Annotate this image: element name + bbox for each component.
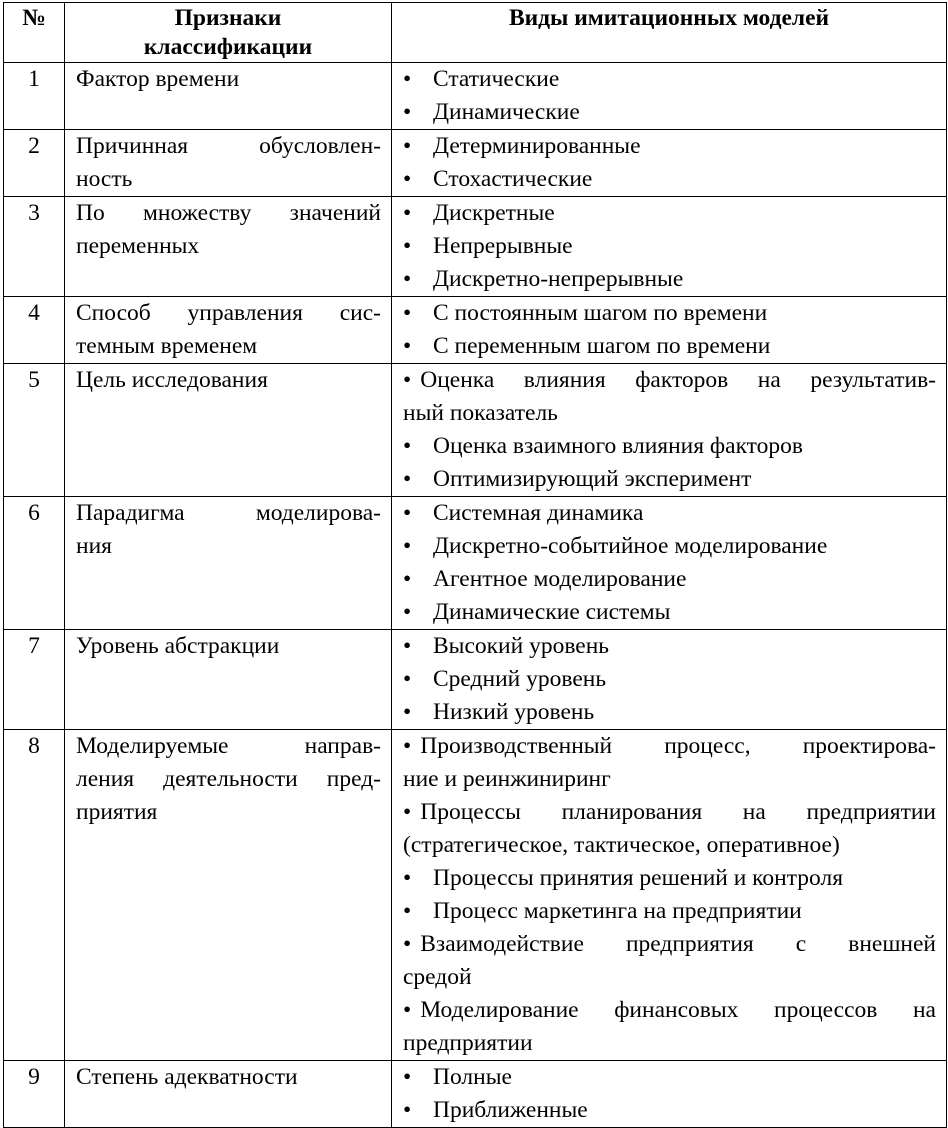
list-item <box>403 596 936 629</box>
row-feature-text: Фактор времени <box>76 66 240 92</box>
row-feature-line: По множеству значений <box>76 200 381 226</box>
row-number: 9 <box>4 1061 65 1128</box>
list-item-text: Статические <box>433 66 560 92</box>
bullet-icon: • <box>403 266 412 292</box>
row-feature <box>65 630 392 730</box>
row-feature <box>65 297 392 364</box>
list-item-text: Процессы принятия решений и контроля <box>433 865 843 891</box>
list-item-text: С постоянным шагом по времени <box>433 300 768 326</box>
list-item-line: Оценка влияния факторов на результатив- <box>420 367 936 393</box>
list-item <box>403 1094 936 1127</box>
row-feature-text: Цель исследования <box>76 367 268 393</box>
list-item-text: Динамические системы <box>433 599 671 625</box>
row-feature-line: ления деятельности пред- <box>76 766 381 792</box>
list-item-text: Непрерывные <box>433 233 573 259</box>
list-item <box>403 1061 936 1094</box>
list-item <box>403 663 936 696</box>
list-item-text: Полные <box>433 1064 512 1090</box>
row-number: 5 <box>4 364 65 497</box>
list-item <box>403 497 936 530</box>
table-row <box>4 364 947 497</box>
bullet-icon: • <box>403 466 412 492</box>
list-item <box>403 63 936 96</box>
row-kinds <box>392 197 947 297</box>
list-item <box>403 263 936 296</box>
header-feature-line2: классификации <box>143 34 313 60</box>
row-number: 4 <box>4 297 65 364</box>
list-item-continuation: предприятии <box>403 1030 533 1056</box>
row-feature-line: ность <box>76 166 133 192</box>
list-item <box>403 796 936 829</box>
table-row <box>4 130 947 197</box>
row-feature-line: Причинная обусловлен- <box>76 133 381 159</box>
row-feature <box>65 197 392 297</box>
header-kinds: Виды имитационных моделей <box>392 3 947 63</box>
table-row <box>4 630 947 730</box>
row-kinds <box>392 1061 947 1128</box>
row-number: 3 <box>4 197 65 297</box>
list-item <box>403 630 936 663</box>
list-item <box>403 130 936 163</box>
list-item-line: Производственный процесс, проектирова- <box>420 733 936 759</box>
list-item-continuation: средой <box>403 964 472 990</box>
row-feature-line: приятия <box>76 799 158 825</box>
list-item-text: Процесс маркетинга на предприятии <box>433 898 802 924</box>
bullet-icon: • <box>403 666 412 692</box>
row-kinds <box>392 730 947 1061</box>
list-item <box>403 994 936 1027</box>
row-feature-line: Парадигма моделирова- <box>76 500 381 526</box>
row-feature-line: темным временем <box>76 333 258 359</box>
row-feature-text: Уровень абстракции <box>76 633 280 659</box>
list-item-text: Стохастические <box>433 166 593 192</box>
list-item-text: Дискретные <box>433 200 555 226</box>
list-item <box>403 330 936 363</box>
table-row <box>4 197 947 297</box>
list-item-line: Процессы планирования на предприятии <box>420 799 936 825</box>
list-item <box>403 163 936 196</box>
list-item <box>403 928 936 961</box>
list-item-text: Агентное моделирование <box>433 566 687 592</box>
row-feature-text: Степень адекватности <box>76 1064 298 1090</box>
row-number: 7 <box>4 630 65 730</box>
list-item <box>403 895 936 928</box>
row-kinds <box>392 364 947 497</box>
bullet-icon: • <box>403 333 412 359</box>
list-item <box>403 430 936 463</box>
row-feature <box>65 730 392 1061</box>
list-item-text: Оценка взаимного влияния факторов <box>433 433 803 459</box>
table-row <box>4 1061 947 1128</box>
list-item-text: Низкий уровень <box>433 699 595 725</box>
list-item <box>403 197 936 230</box>
row-kinds <box>392 130 947 197</box>
classification-table <box>3 2 947 1128</box>
bullet-icon: • <box>403 99 412 125</box>
row-kinds <box>392 497 947 630</box>
row-feature-line: Моделируемые направ- <box>76 733 381 759</box>
list-item-text: Детерминированные <box>433 133 641 159</box>
list-item-line: Взаимодействие предприятия с внешней <box>420 931 936 957</box>
bullet-icon: • <box>403 367 412 393</box>
list-item <box>403 530 936 563</box>
row-feature <box>65 63 392 130</box>
list-item-text: Средний уровень <box>433 666 607 692</box>
list-item <box>403 696 936 729</box>
table-row <box>4 297 947 364</box>
bullet-icon: • <box>403 166 412 192</box>
row-feature-line: ния <box>76 533 112 559</box>
table-row <box>4 63 947 130</box>
row-feature <box>65 1061 392 1128</box>
row-feature <box>65 497 392 630</box>
list-item-text: Оптимизирующий эксперимент <box>433 466 752 492</box>
bullet-icon: • <box>403 699 412 725</box>
header-number: № <box>4 3 65 63</box>
list-item-text: Дискретно-событийное моделирование <box>433 533 828 559</box>
list-item <box>403 862 936 895</box>
row-feature <box>65 130 392 197</box>
list-item-text: Системная динамика <box>433 500 644 526</box>
table-row <box>4 730 947 1061</box>
list-item-text: Приближенные <box>433 1097 588 1123</box>
list-item <box>403 364 936 397</box>
table-body <box>4 63 947 1128</box>
list-item-text: С переменным шагом по времени <box>433 333 771 359</box>
list-item <box>403 96 936 129</box>
header-row <box>4 3 947 63</box>
bullet-icon: • <box>403 898 412 924</box>
bullet-icon: • <box>403 633 412 659</box>
row-feature-line: переменных <box>76 233 200 259</box>
row-feature-line: Способ управления сис- <box>76 300 381 326</box>
bullet-icon: • <box>403 599 412 625</box>
bullet-icon: • <box>403 433 412 459</box>
row-kinds <box>392 297 947 364</box>
bullet-icon: • <box>403 1097 412 1123</box>
bullet-icon: • <box>403 66 412 92</box>
header-feature-line1: Признаки <box>174 5 282 31</box>
bullet-icon: • <box>403 931 412 957</box>
list-item <box>403 297 936 330</box>
bullet-icon: • <box>403 865 412 891</box>
bullet-icon: • <box>403 533 412 559</box>
list-item <box>403 230 936 263</box>
bullet-icon: • <box>403 200 412 226</box>
row-number: 6 <box>4 497 65 630</box>
list-item-text: Дискретно-непрерывные <box>433 266 684 292</box>
row-number: 1 <box>4 63 65 130</box>
row-number: 2 <box>4 130 65 197</box>
list-item <box>403 463 936 496</box>
bullet-icon: • <box>403 300 412 326</box>
list-item-text: Высокий уровень <box>433 633 610 659</box>
bullet-icon: • <box>403 1064 412 1090</box>
row-kinds <box>392 630 947 730</box>
row-number: 8 <box>4 730 65 1061</box>
header-feature <box>65 3 392 63</box>
list-item-continuation: (стратегическое, тактическое, оперативное) <box>403 832 840 858</box>
bullet-icon: • <box>403 133 412 159</box>
table-row <box>4 497 947 630</box>
list-item-continuation: ный показатель <box>403 400 558 426</box>
list-item-text: Динамические <box>433 99 580 125</box>
list-item <box>403 730 936 763</box>
bullet-icon: • <box>403 733 412 759</box>
bullet-icon: • <box>403 799 412 825</box>
bullet-icon: • <box>403 500 412 526</box>
list-item-continuation: ние и реинжиниринг <box>403 766 611 792</box>
list-item <box>403 563 936 596</box>
bullet-icon: • <box>403 566 412 592</box>
bullet-icon: • <box>403 233 412 259</box>
list-item-line: Моделирование финансовых процессов на <box>420 997 936 1023</box>
bullet-icon: • <box>403 997 412 1023</box>
row-feature <box>65 364 392 497</box>
row-kinds <box>392 63 947 130</box>
